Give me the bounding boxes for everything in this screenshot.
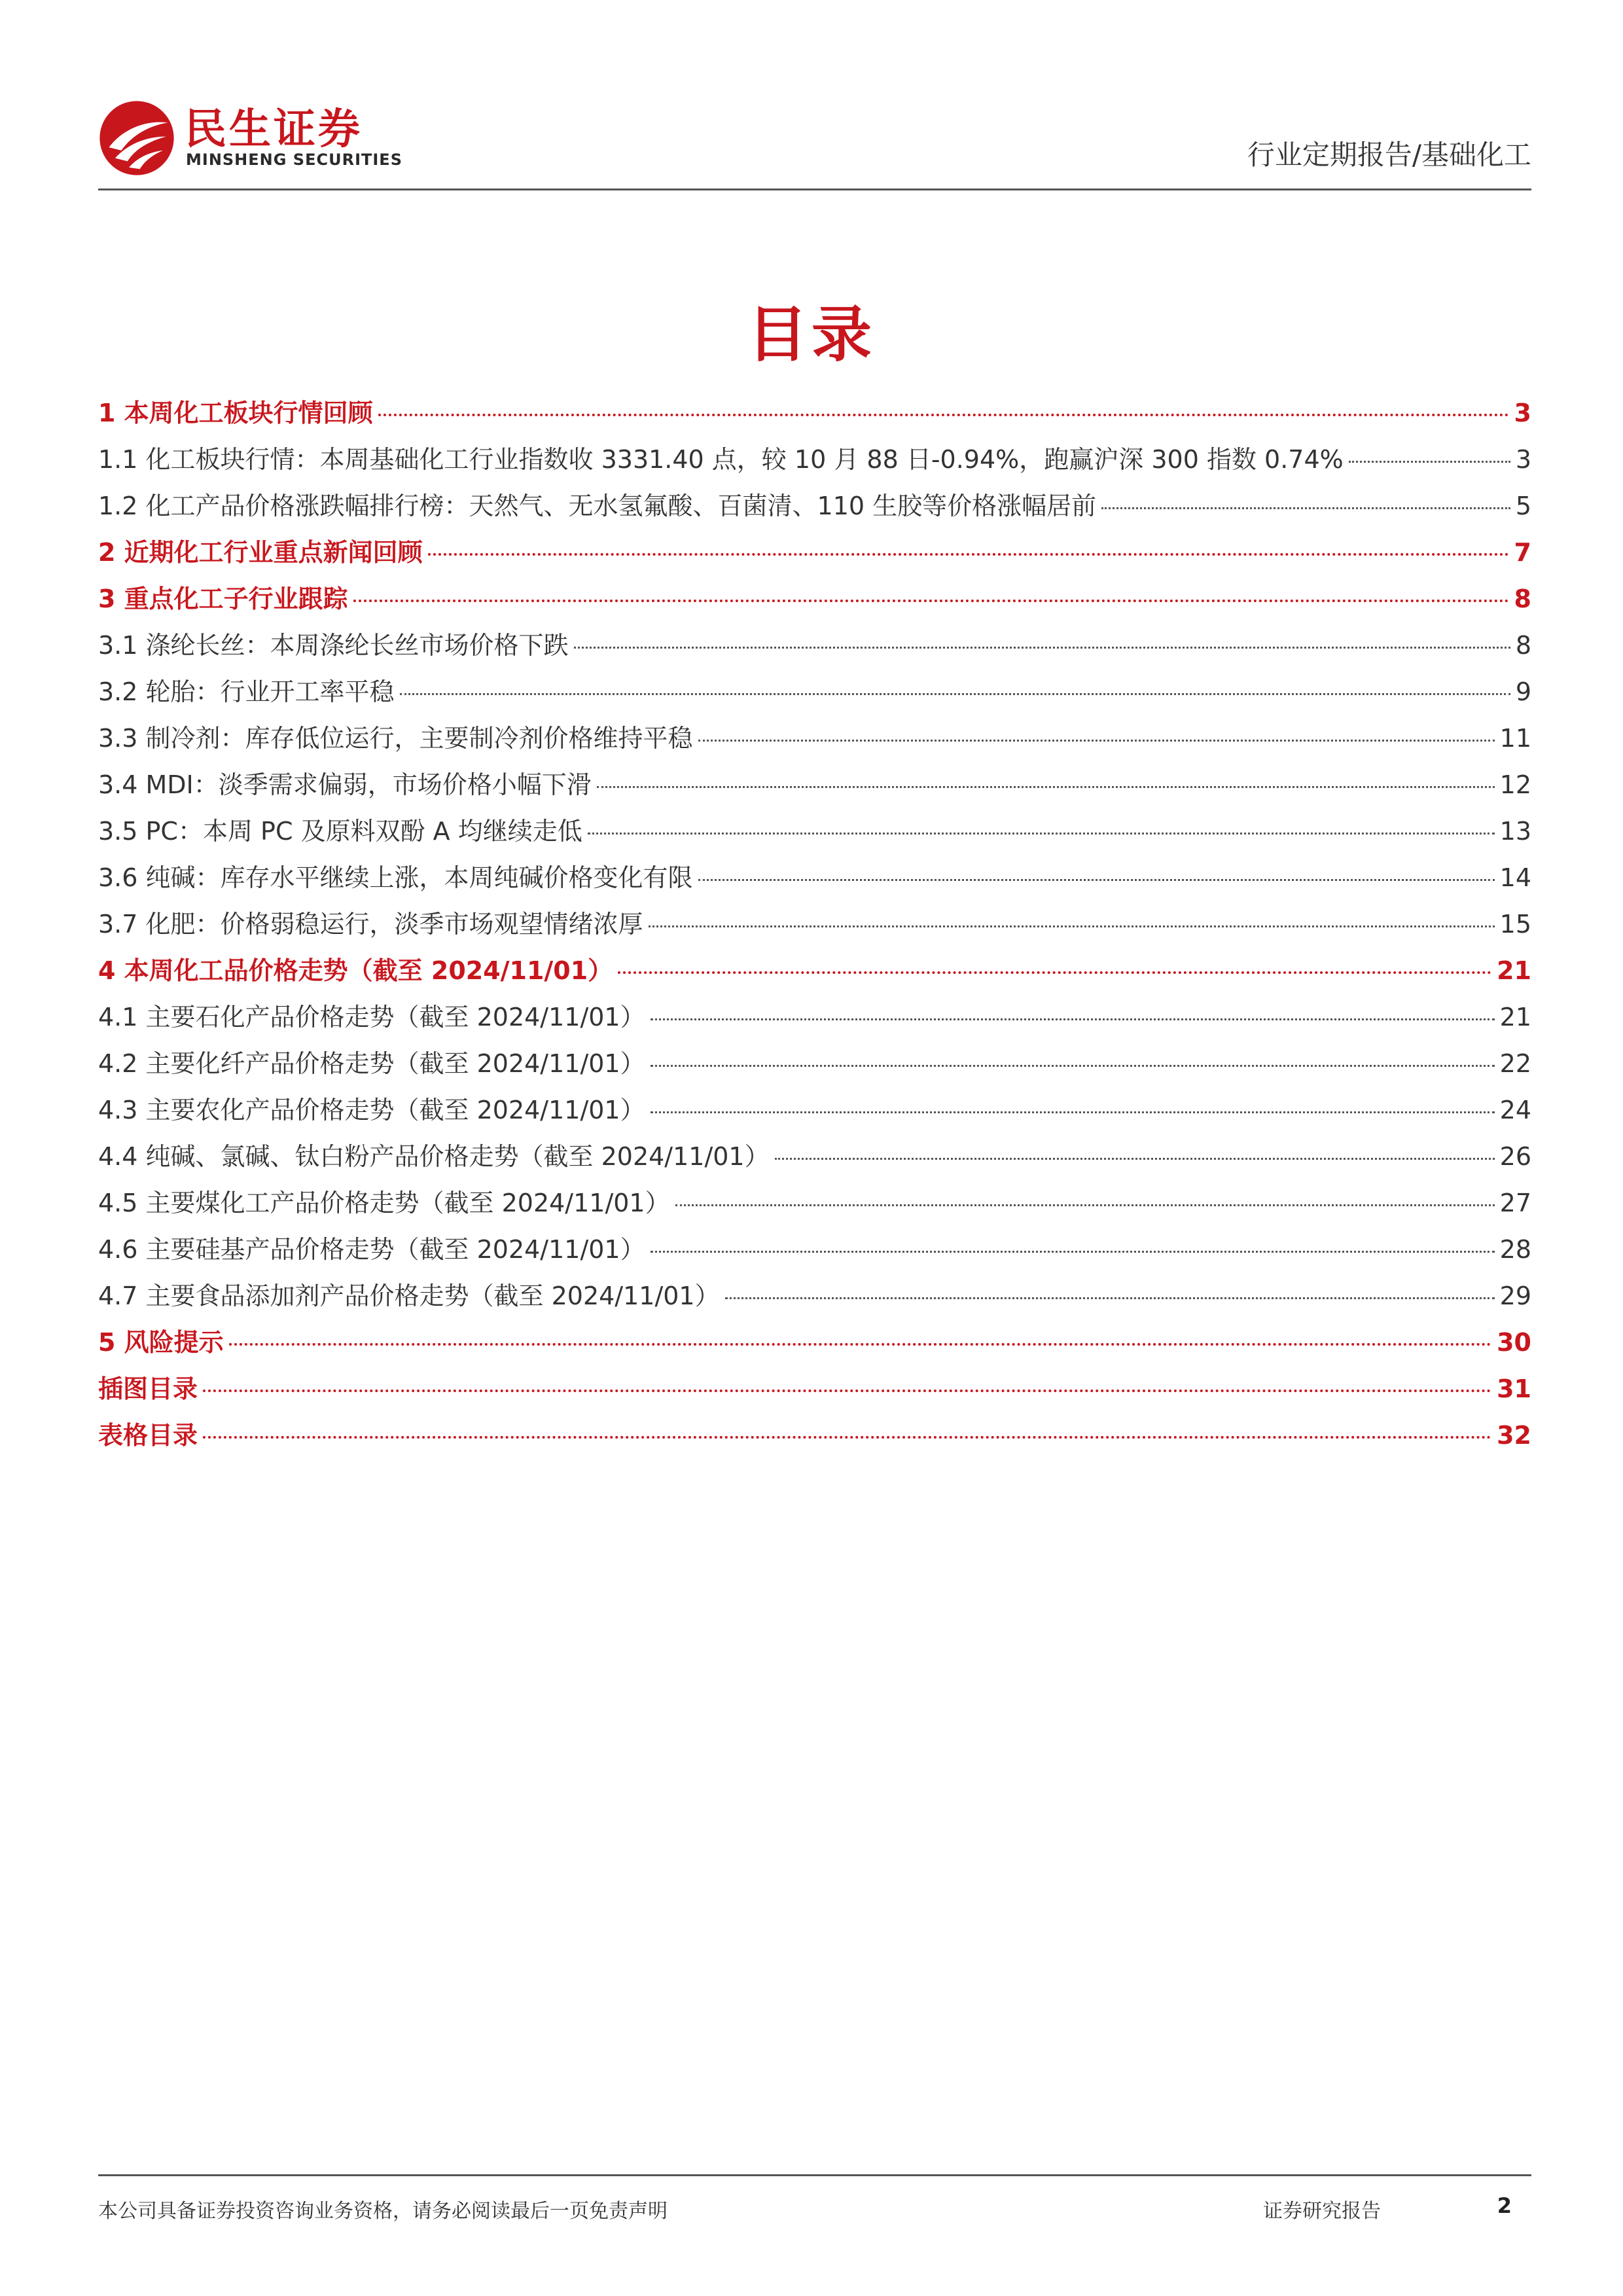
toc-entry[interactable] bbox=[98, 857, 1531, 904]
toc-dot-leader bbox=[597, 786, 1495, 788]
toc-dot-leader bbox=[725, 1297, 1495, 1299]
toc-entry-label: 5 风险提示 bbox=[98, 1328, 224, 1357]
toc-entry-page: 32 bbox=[1497, 1421, 1531, 1450]
toc-entry-page: 13 bbox=[1499, 817, 1531, 846]
toc-dot-leader bbox=[1101, 507, 1510, 509]
toc-dot-leader bbox=[229, 1343, 1491, 1346]
toc-entry-page: 21 bbox=[1497, 956, 1531, 985]
toc-dot-leader bbox=[649, 925, 1495, 927]
toc-entry[interactable] bbox=[98, 1415, 1531, 1462]
toc-entry-label: 3 重点化工子行业跟踪 bbox=[98, 584, 348, 613]
toc-entry-label: 3.7 化肥：价格弱稳运行，淡季市场观望情绪浓厚 bbox=[98, 910, 643, 939]
toc-entry[interactable] bbox=[98, 393, 1531, 439]
toc-entry-label: 4.2 主要化纤产品价格走势（截至 2024/11/01） bbox=[98, 1049, 645, 1078]
toc-entry[interactable] bbox=[98, 1229, 1531, 1276]
toc-entry[interactable] bbox=[98, 532, 1531, 579]
toc-entry-page: 24 bbox=[1499, 1096, 1531, 1124]
report-type: 行业定期报告/基础化工 bbox=[1247, 139, 1531, 171]
toc-entry[interactable] bbox=[98, 811, 1531, 857]
toc-entry-page: 14 bbox=[1499, 863, 1531, 892]
toc-dot-leader bbox=[618, 971, 1491, 974]
toc-entry-label: 4.1 主要石化产品价格走势（截至 2024/11/01） bbox=[98, 1003, 645, 1031]
page-footer bbox=[98, 2174, 1531, 2222]
toc-entry[interactable] bbox=[98, 764, 1531, 811]
toc-dot-leader bbox=[651, 1251, 1495, 1253]
toc-entry-page: 22 bbox=[1499, 1049, 1531, 1078]
page-header bbox=[98, 92, 1531, 190]
toc-entry-label: 3.1 涤纶长丝：本周涤纶长丝市场价格下跌 bbox=[98, 631, 569, 660]
toc-entry-label: 4.3 主要农化产品价格走势（截至 2024/11/01） bbox=[98, 1096, 645, 1124]
toc-entry-label: 3.4 MDI：淡季需求偏弱，市场价格小幅下滑 bbox=[98, 770, 592, 799]
toc-entry-page: 5 bbox=[1515, 492, 1531, 520]
toc-dot-leader bbox=[651, 1065, 1495, 1067]
toc-title: 目录 bbox=[747, 300, 876, 370]
toc-entry-page: 11 bbox=[1499, 724, 1531, 753]
toc-entry[interactable] bbox=[98, 904, 1531, 950]
toc-entry-label: 1.2 化工产品价格涨跌幅排行榜：天然气、无水氢氟酸、百菌清、110 生胶等价格涨幅居前 bbox=[98, 492, 1097, 520]
toc-entry-page: 7 bbox=[1514, 538, 1531, 567]
toc-entry-page: 3 bbox=[1514, 399, 1531, 427]
toc-entry-page: 3 bbox=[1515, 445, 1531, 474]
logo-chinese-name: 民生证券 bbox=[185, 105, 363, 154]
toc-entry-label: 2 近期化工行业重点新闻回顾 bbox=[98, 538, 423, 567]
toc-dot-leader bbox=[675, 1204, 1495, 1206]
toc-entry-label: 1 本周化工板块行情回顾 bbox=[98, 399, 373, 427]
toc-entry-label: 3.3 制冷剂：库存低位运行，主要制冷剂价格维持平稳 bbox=[98, 724, 693, 753]
toc-entry[interactable] bbox=[98, 997, 1531, 1043]
toc-entry[interactable] bbox=[98, 1090, 1531, 1136]
toc-dot-leader bbox=[698, 879, 1495, 881]
toc-entry[interactable] bbox=[98, 439, 1531, 486]
toc-dot-leader bbox=[203, 1390, 1491, 1392]
toc-dot-leader bbox=[378, 414, 1509, 416]
toc-entry-page: 15 bbox=[1499, 910, 1531, 939]
toc-dot-leader bbox=[698, 740, 1495, 742]
toc-entry[interactable] bbox=[98, 1136, 1531, 1183]
footer-doc-type: 证券研究报告 bbox=[1263, 2200, 1381, 2223]
toc-dot-leader bbox=[574, 647, 1510, 649]
toc-entry-page: 30 bbox=[1497, 1328, 1531, 1357]
toc-dot-leader bbox=[428, 553, 1509, 556]
toc-entry-label: 表格目录 bbox=[98, 1421, 198, 1450]
toc-entry-label: 3.2 轮胎：行业开工率平稳 bbox=[98, 677, 395, 706]
toc-entry[interactable] bbox=[98, 625, 1531, 672]
company-logo bbox=[98, 92, 402, 177]
toc-dot-leader bbox=[1349, 461, 1510, 463]
toc-dot-leader bbox=[775, 1158, 1495, 1160]
toc-entry-label: 4.5 主要煤化工产品价格走势（截至 2024/11/01） bbox=[98, 1189, 670, 1217]
toc-entry[interactable] bbox=[98, 1322, 1531, 1369]
footer-disclaimer: 本公司具备证券投资咨询业务资格，请务必阅读最后一页免责声明 bbox=[98, 2200, 668, 2223]
toc-entry-page: 9 bbox=[1515, 677, 1531, 706]
toc-dot-leader bbox=[203, 1436, 1491, 1439]
toc-entry-label: 3.5 PC：本周 PC 及原料双酚 A 均继续走低 bbox=[98, 817, 582, 846]
toc-dot-leader bbox=[651, 1018, 1495, 1020]
toc-entry-page: 12 bbox=[1499, 770, 1531, 799]
page-number: 2 bbox=[1497, 2193, 1512, 2218]
toc-entry[interactable] bbox=[98, 486, 1531, 532]
toc-entry-page: 21 bbox=[1499, 1003, 1531, 1031]
toc-entry-label: 4.6 主要硅基产品价格走势（截至 2024/11/01） bbox=[98, 1235, 645, 1264]
toc-entry[interactable] bbox=[98, 579, 1531, 625]
toc-entry-page: 8 bbox=[1514, 584, 1531, 613]
toc-dot-leader bbox=[400, 693, 1510, 695]
toc-entry-page: 27 bbox=[1499, 1189, 1531, 1217]
toc-entry[interactable] bbox=[98, 950, 1531, 997]
toc-dot-leader bbox=[353, 600, 1509, 602]
toc-entry-page: 8 bbox=[1515, 631, 1531, 660]
toc-entry-label: 1.1 化工板块行情：本周基础化工行业指数收 3331.40 点，较 10 月 88 日-0.94%，跑赢沪深 300 指数 0.74% bbox=[98, 445, 1344, 474]
toc-dot-leader bbox=[651, 1111, 1495, 1113]
toc-entry[interactable] bbox=[98, 1369, 1531, 1415]
toc-entry[interactable] bbox=[98, 718, 1531, 764]
toc-entry-label: 4.7 主要食品添加剂产品价格走势（截至 2024/11/01） bbox=[98, 1282, 720, 1310]
toc-entry-page: 28 bbox=[1499, 1235, 1531, 1264]
toc-entry-page: 31 bbox=[1497, 1374, 1531, 1403]
toc-entry-label: 插图目录 bbox=[98, 1374, 198, 1403]
toc-entry[interactable] bbox=[98, 672, 1531, 718]
toc-entry[interactable] bbox=[98, 1276, 1531, 1322]
toc-entry-page: 26 bbox=[1499, 1142, 1531, 1171]
toc-entry-label: 3.6 纯碱：库存水平继续上涨，本周纯碱价格变化有限 bbox=[98, 863, 693, 892]
toc-entry[interactable] bbox=[98, 1183, 1531, 1229]
toc-entry-page: 29 bbox=[1499, 1282, 1531, 1310]
table-of-contents bbox=[98, 393, 1531, 1462]
toc-entry-label: 4 本周化工品价格走势（截至 2024/11/01） bbox=[98, 956, 613, 985]
toc-dot-leader bbox=[588, 833, 1495, 834]
minsheng-logo-icon bbox=[98, 99, 175, 177]
toc-entry[interactable] bbox=[98, 1043, 1531, 1090]
logo-english-name: MINSHENG SECURITIES bbox=[186, 151, 402, 169]
toc-entry-label: 4.4 纯碱、氯碱、钛白粉产品价格走势（截至 2024/11/01） bbox=[98, 1142, 770, 1171]
